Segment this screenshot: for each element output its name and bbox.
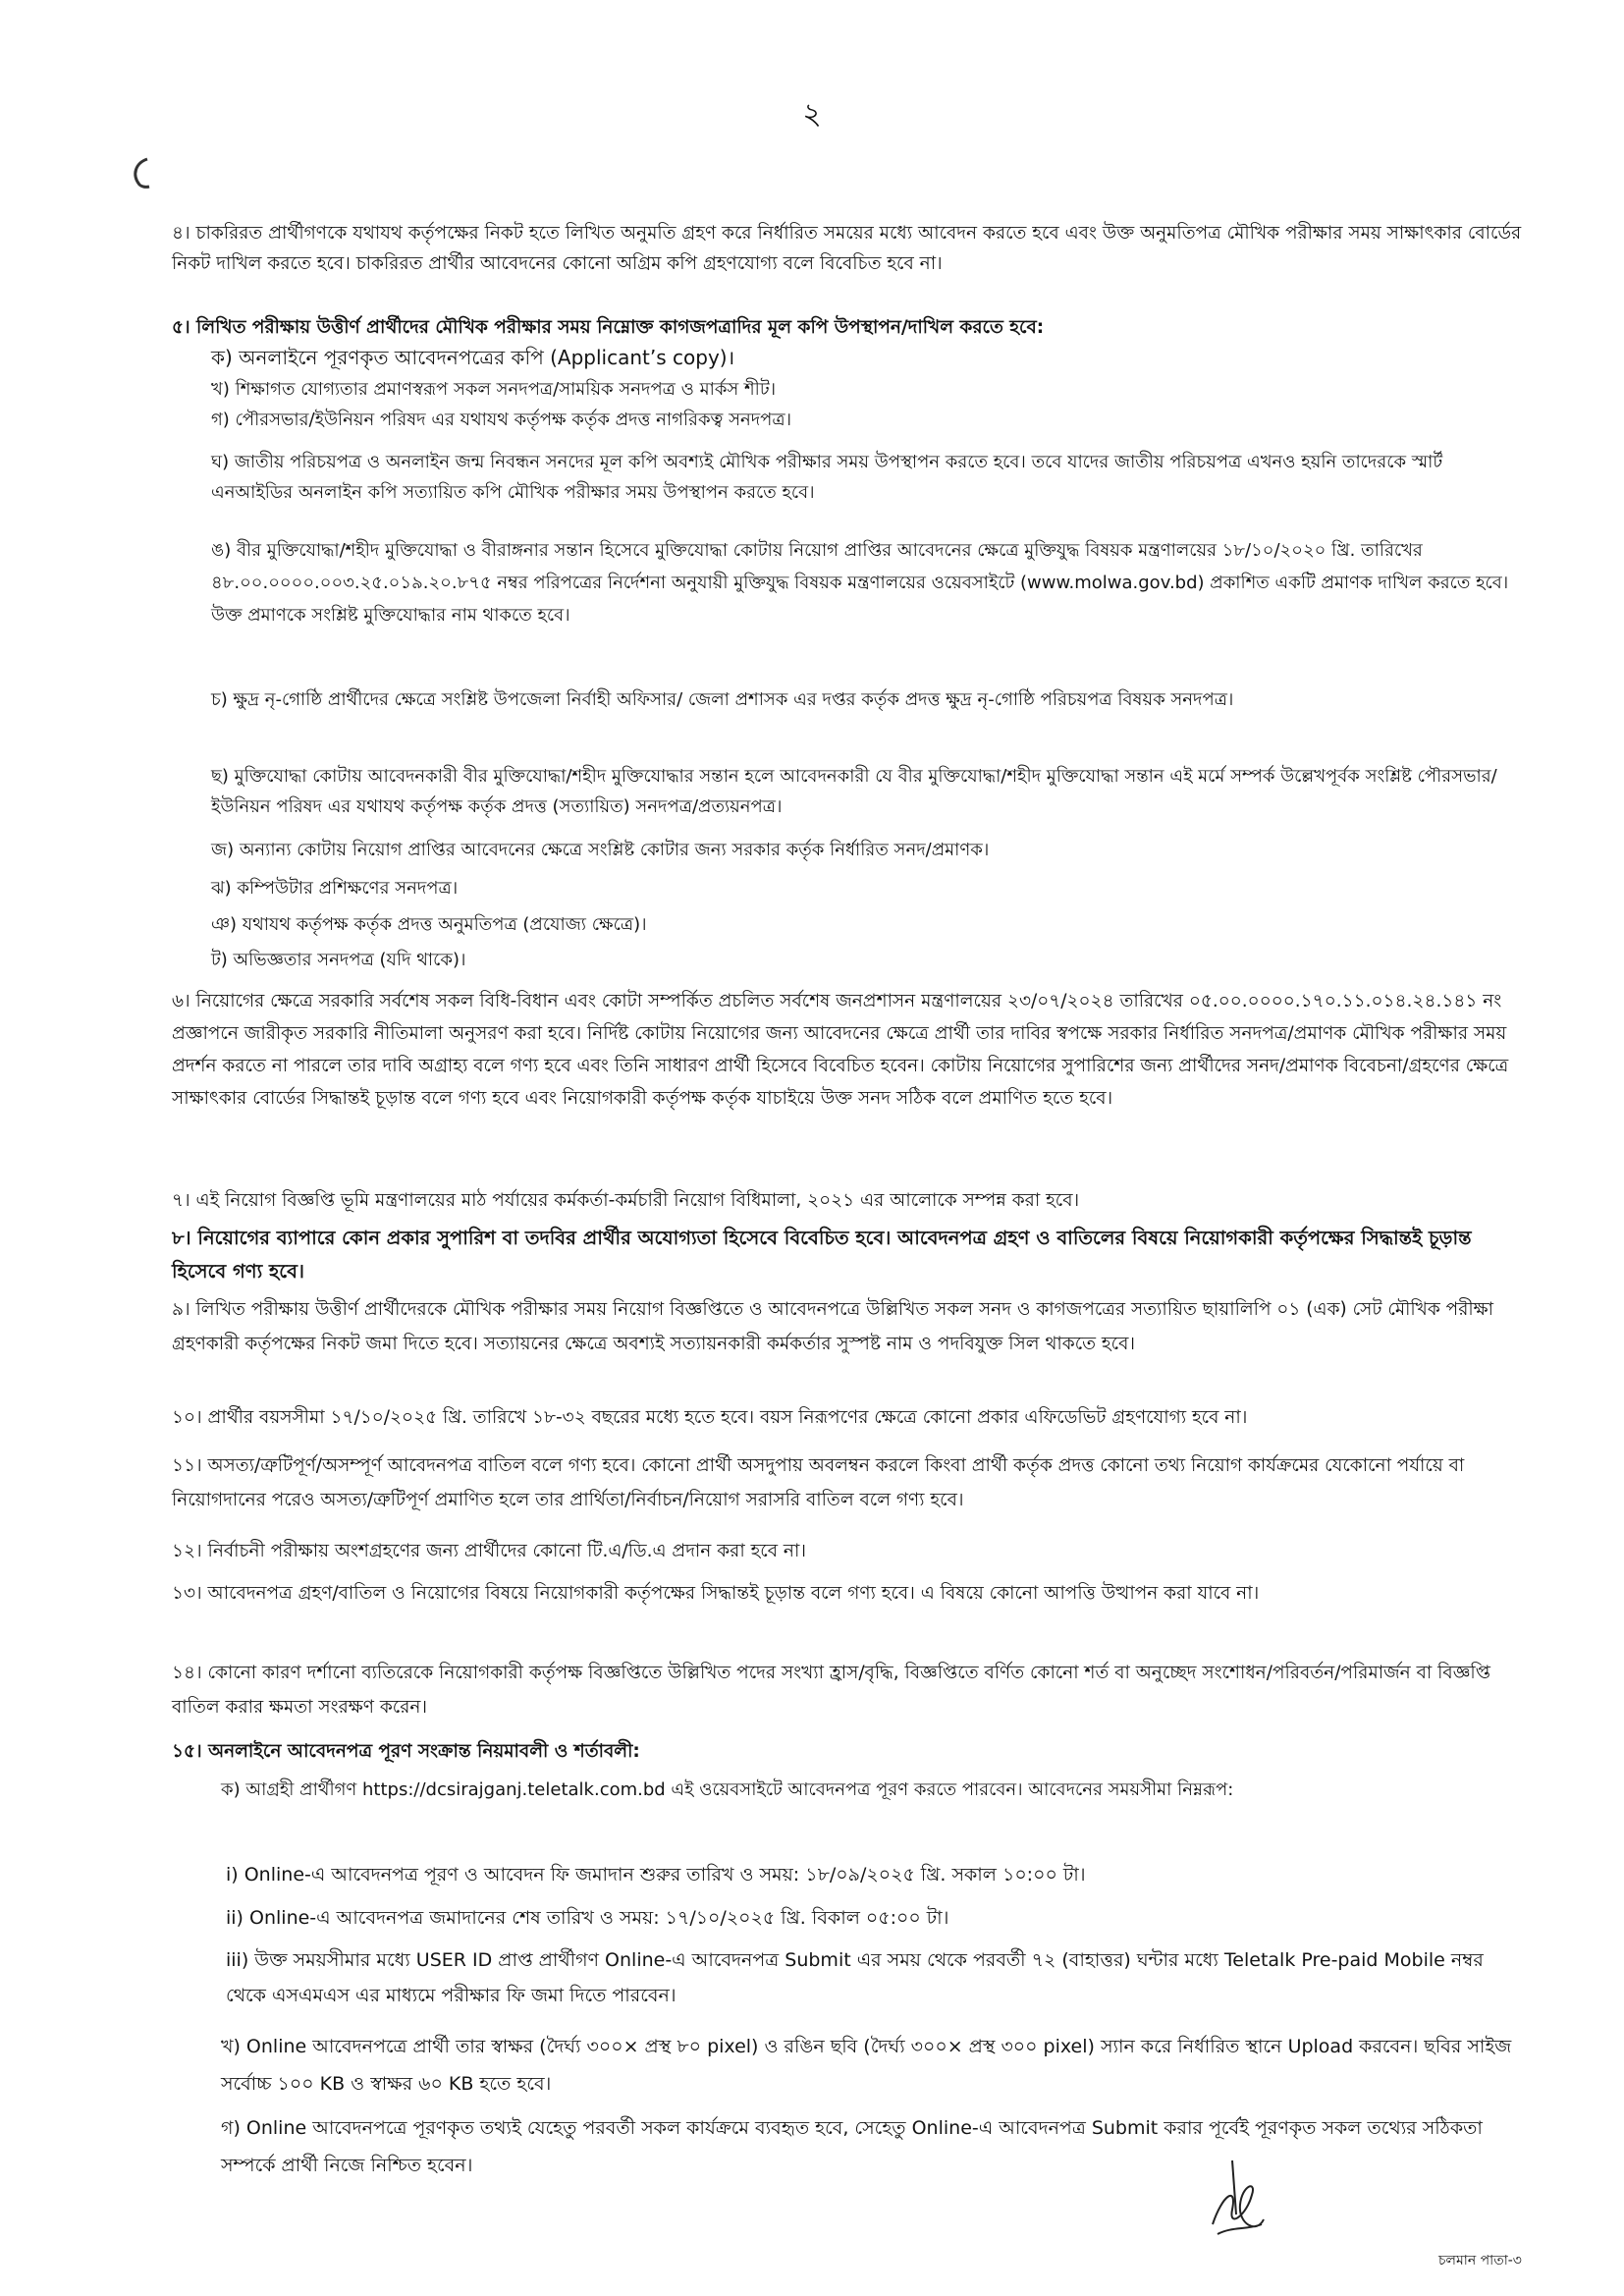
clause-14: ১৪। কোনো কারণ দর্শানো ব্যতিরেকে নিয়োগকারী কর্তৃপক্ষ বিজ্ঞপ্তিতে উল্লিখিত পদের সংখ্যা হ্রাস/বৃদ্ধি, বিজ্ঞপ্তিতে বর্ণিত কোনো শর্ত বা অনুচ্ছেদ সংশোধন/পরিবর্তন/পরিমার্জন বা বিজ্ঞপ্তি বাতিল করার ক্ষমতা সংরক্ষণ করেন। (172, 1663, 1490, 1718)
clause-5-ga: গ) পৌরসভার/ইউনিয়ন পরিষদ এর যথাযথ কর্তৃপক্ষ কর্তৃক প্রদত্ত নাগরিকত্ব সনদপত্র। (211, 410, 792, 430)
clause-15-ka-ii: ii) Online-এ আবেদনপত্র জমাদানের শেষ তারিখ ও সময়: ১৭/১০/২০২৫ খ্রি. বিকাল ০৫:০০ টা। (226, 1907, 949, 1929)
clause-5-ta: ট) অভিজ্ঞতার সনদপত্র (যদি থাকে)। (211, 950, 466, 970)
clause-4: ৪। চাকরিরত প্রার্থীগণকে যথাযথ কর্তৃপক্ষের নিকট হতে লিখিত অনুমতি গ্রহণ করে নির্ধারিত সময়ের মধ্যে আবেদন করতে হবে এবং উক্ত অনুমতিপত্র মৌখিক পরীক্ষার সময় সাক্ষাৎকার বোর্ডের নিকট দাখিল করতে হবে। চাকরিরত প্রার্থীর আবেদনের কোনো অগ্রিম কপি গ্রহণযোগ্য বলে বিবেচিত হবে না। (172, 223, 1522, 274)
clause-5-kha: খ) শিক্ষাগত যোগ্যতার প্রমাণস্বরূপ সকল সনদপত্র/সাময়িক সনদপত্র ও মার্কস শীট। (211, 379, 777, 400)
clause-15-kha: খ) Online আবেদনপত্রে প্রার্থী তার স্বাক্ষর (দৈর্ঘ্য ৩০০× প্রস্থ ৮০ pixel) ও রঙিন ছবি (দৈর্ঘ্য ৩০০× প্রস্থ ৩০০ pixel) স্যান করে নির্ধারিত স্থানে Upload করবেন। ছবির সাইজ সর্বোচ্চ ১০০ KB ও স্বাক্ষর ৬০ KB হতে হবে। (221, 2036, 1512, 2095)
clause-11: ১১। অসত্য/ত্রুটিপূর্ণ/অসম্পূর্ণ আবেদনপত্র বাতিল বলে গণ্য হবে। কোনো প্রার্থী অসদুপায় অবলম্বন করলে কিংবা প্রার্থী কর্তৃক প্রদত্ত কোনো তথ্য নিয়োগ কার্যক্রমের যেকোনো পর্যায়ে বা নিয়োগদানের পরেও অসত্য/ত্রুটিপূর্ণ প্রমাণিত হলে তার প্রার্থিতা/নির্বাচন/নিয়োগ সরাসরি বাতিল বলে গণ্য হবে। (172, 1455, 1465, 1510)
clause-5-gha: ঘ) জাতীয় পরিচয়পত্র ও অনলাইন জন্ম নিবন্ধন সনদের মূল কপি অবশ্যই মৌখিক পরীক্ষার সময় উপস্থাপন করতে হবে। তবে যাদের জাতীয় পরিচয়পত্র এখনও হয়নি তাদেরকে স্মার্ট এনআইডির অনলাইন কপি সত্যায়িত কপি মৌখিক পরীক্ষার সময় উপস্থাপন করতে হবে। (211, 452, 1443, 503)
clause-5-nya: ঞ) যথাযথ কর্তৃপক্ষ কর্তৃক প্রদত্ত অনুমতিপত্র (প্রযোজ্য ক্ষেত্রে)। (211, 914, 647, 935)
clause-5-ja: জ) অন্যান্য কোটায় নিয়োগ প্রাপ্তির আবেদনের ক্ষেত্রে সংশ্লিষ্ট কোটার জন্য সরকার কর্তৃক নির্ধারিত সনদ/প্রমাণক। (211, 840, 990, 860)
signature (1203, 2156, 1272, 2254)
clause-6: ৬। নিয়োগের ক্ষেত্রে সরকারি সর্বশেষ সকল বিধি-বিধান এবং কোটা সম্পর্কিত প্রচলিত সর্বশেষ জনপ্রশাসন মন্ত্রণালয়ের ২৩/০৭/২০২৪ তারিখের ০৫.০০.০০০০.১৭০.১১.০১৪.২৪.১৪১ নং প্রজ্ঞাপনে জারীকৃত সরকারি নীতিমালা অনুসরণ করা হবে। নির্দিষ্ট কোটায় নিয়োগের জন্য আবেদনের ক্ষেত্রে প্রার্থী তার দাবির স্বপক্ষে সরকার নির্ধারিত সনদপত্র/প্রমাণক মৌখিক পরীক্ষার সময় প্রদর্শন করতে না পারলে তার দাবি অগ্রাহ্য বলে গণ্য হবে এবং তিনি সাধারণ প্রার্থী হিসেবে বিবেচিত হবেন। কোটায় নিয়োগের সুপারিশের জন্য প্রার্থীদের সনদ/প্রমাণক বিবেচনা/গ্রহণের ক্ষেত্রে সাক্ষাৎকার বোর্ডের সিদ্ধান্তই চূড়ান্ত বলে গণ্য হবে এবং নিয়োগকারী কর্তৃপক্ষ কর্তৃক যাচাইয়ে উক্ত সনদ সঠিক বলে প্রমাণিত হতে হবে। (172, 991, 1509, 1109)
clause-5-jha: ঝ) কম্পিউটার প্রশিক্ষণের সনদপত্র। (211, 878, 459, 899)
clause-15-ka-i: i) Online-এ আবেদনপত্র পূরণ ও আবেদন ফি জমাদান শুরুর তারিখ ও সময়: ১৮/০৯/২০২৫ খ্রি. সকাল ১০:০০ টা। (226, 1864, 1086, 1886)
clause-9: ৯। লিখিত পরীক্ষায় উত্তীর্ণ প্রার্থীদেরকে মৌখিক পরীক্ষার সময় নিয়োগ বিজ্ঞপ্তিতে ও আবেদনপত্রে উল্লিখিত সকল সনদ ও কাগজপত্রের সত্যায়িত ছায়ালিপি ০১ (এক) সেট মৌখিক পরীক্ষা গ্রহণকারী কর্তৃপক্ষের নিকট জমা দিতে হবে। সত্যায়নের ক্ষেত্রে অবশ্যই সত্যায়নকারী কর্মকর্তার সুস্পষ্ট নাম ও পদবিযুক্ত সিল থাকতে হবে। (172, 1299, 1494, 1354)
clause-15-ka-iii: iii) উক্ত সময়সীমার মধ্যে USER ID প্রাপ্ত প্রার্থীগণ Online-এ আবেদনপত্র Submit এর সময় থেকে পরবর্তী ৭২ (বাহাত্তর) ঘন্টার মধ্যে Teletalk Pre-paid Mobile নম্বর থেকে এসএমএস এর মাধ্যমে পরীক্ষার ফি জমা দিতে পারবেন। (226, 1949, 1484, 2006)
continued-page-note: চলমান পাতা-৩ (1438, 2253, 1522, 2269)
clause-12: ১২। নির্বাচনী পরীক্ষায় অংশগ্রহণের জন্য প্রার্থীদের কোনো টি.এ/ডি.এ প্রদান করা হবে না। (172, 1541, 806, 1561)
clause-7: ৭। এই নিয়োগ বিজ্ঞপ্তি ভূমি মন্ত্রণালয়ের মাঠ পর্যায়ের কর্মকর্তা-কর্মচারী নিয়োগ বিধিমালা, ২০২১ এর আলোকে সম্পন্ন করা হবে। (172, 1190, 1080, 1211)
punch-mark (128, 155, 153, 191)
clause-15-ka: ক) আগ্রহী প্রার্থীগণ https://dcsirajganj.teletalk.com.bd এই ওয়েবসাইটে আবেদনপত্র পূরণ করতে পারবেন। আবেদনের সময়সীমা নিম্নরূপ: (221, 1779, 1234, 1800)
clause-5-chha: ছ) মুক্তিযোদ্ধা কোটায় আবেদনকারী বীর মুক্তিযোদ্ধা/শহীদ মুক্তিযোদ্ধার সন্তান হলে আবেদনকারী যে বীর মুক্তিযোদ্ধা/শহীদ মুক্তিযোদ্ধা সন্তান এই মর্মে সম্পর্ক উল্লেখপূর্বক সংশ্লিষ্ট পৌরসভার/ইউনিয়ন পরিষদ এর যথাযথ কর্তৃপক্ষ কর্তৃক প্রদত্ত (সত্যায়িত) সনদপত্র/প্রত্যয়নপত্র। (211, 766, 1497, 817)
clause-5-cha: চ) ক্ষুদ্র নৃ-গোষ্ঠি প্রার্থীদের ক্ষেত্রে সংশ্লিষ্ট উপজেলা নির্বাহী অফিসার/ জেলা প্রশাসক এর দপ্তর কর্তৃক প্রদত্ত ক্ষুদ্র নৃ-গোষ্ঠি পরিচয়পত্র বিষয়ক সনদপত্র। (211, 689, 1234, 710)
page-number: ২ (802, 97, 822, 132)
clause-10: ১০। প্রার্থীর বয়সসীমা ১৭/১০/২০২৫ খ্রি. তারিখে ১৮-৩২ বছরের মধ্যে হতে হবে। বয়স নিরূপণের ক্ষেত্রে কোনো প্রকার এফিডেভিট গ্রহণযোগ্য হবে না। (172, 1407, 1248, 1428)
clause-5-heading: ৫। লিখিত পরীক্ষায় উত্তীর্ণ প্রার্থীদের মৌখিক পরীক্ষার সময় নিম্নোক্ত কাগজপত্রাদির মূল কপি উপস্থাপন/দাখিল করতে হবে: (172, 317, 1045, 338)
clause-8: ৮। নিয়োগের ব্যাপারে কোন প্রকার সুপারিশ বা তদবির প্রার্থীর অযোগ্যতা হিসেবে বিবেচিত হবে। আবেদনপত্র গ্রহণ ও বাতিলের বিষয়ে নিয়োগকারী কর্তৃপক্ষের সিদ্ধান্তই চূড়ান্ত হিসেবে গণ্য হবে। (172, 1227, 1472, 1283)
clause-5-ka: ক) অনলাইনে পূরণকৃত আবেদনপত্রের কপি (Applicant’s copy)। (211, 346, 735, 369)
clause-15-ga: গ) Online আবেদনপত্রে পূরণকৃত তথ্যই যেহেতু পরবর্তী সকল কার্যক্রমে ব্যবহৃত হবে, সেহেতু Online-এ আবেদনপত্র Submit করার পূর্বেই পূরণকৃত সকল তথ্যের সঠিকতা সম্পর্কে প্রার্থী নিজে নিশ্চিত হবেন। (221, 2117, 1483, 2176)
clause-15-heading: ১৫। অনলাইনে আবেদনপত্র পূরণ সংক্রান্ত নিয়মাবলী ও শর্তাবলী: (172, 1741, 640, 1762)
clause-13: ১৩। আবেদনপত্র গ্রহণ/বাতিল ও নিয়োগের বিষয়ে নিয়োগকারী কর্তৃপক্ষের সিদ্ধান্তই চূড়ান্ত বলে গণ্য হবে। এ বিষয়ে কোনো আপত্তি উত্থাপন করা যাবে না। (172, 1583, 1260, 1604)
clause-5-umo: ঙ) বীর মুক্তিযোদ্ধা/শহীদ মুক্তিযোদ্ধা ও বীরাঙ্গনার সন্তান হিসেবে মুক্তিযোদ্ধা কোটায় নিয়োগ প্রাপ্তির আবেদনের ক্ষেত্রে মুক্তিযুদ্ধ বিষয়ক মন্ত্রণালয়ের ১৮/১০/২০২০ খ্রি. তারিখের ৪৮.০০.০০০০.০০৩.২৫.০১৯.২০.৮৭৫ নম্বর পরিপত্রের নির্দেশনা অনুযায়ী মুক্তিযুদ্ধ বিষয়ক মন্ত্রণালয়ের ওয়েবসাইটে (www.molwa.gov.bd) প্রকাশিত একটি প্রমাণক দাখিল করতে হবে। উক্ত প্রমাণকে সংশ্লিষ্ট মুক্তিযোদ্ধার নাম থাকতে হবে। (211, 540, 1509, 626)
